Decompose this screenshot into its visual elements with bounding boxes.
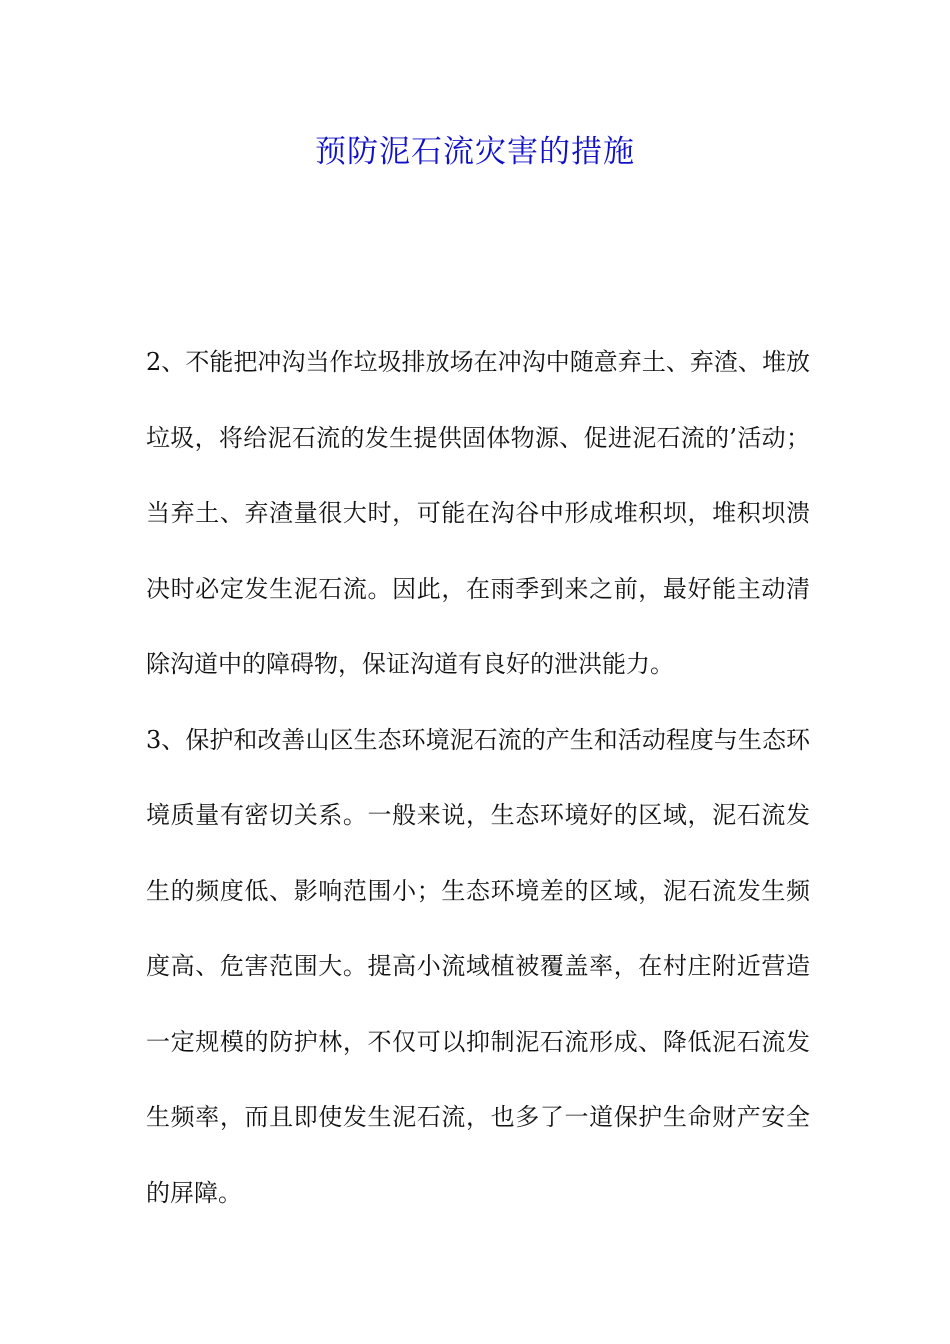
paragraph-3-line-3: 生的频度低、影响范围小；生态环境差的区域，泥石流发生频 (146, 876, 810, 905)
paragraph-2-line-4: 决时必定发生泥石流。因此，在雨季到来之前，最好能主动清 (146, 574, 810, 603)
paragraph-3-line-6: 生频率，而且即使发生泥石流，也多了一道保护生命财产安全 (146, 1103, 810, 1131)
paragraph-3-line-1: 3、保护和改善山区生态环境泥石流的产生和活动程度与生态环 (146, 725, 810, 754)
document-body (146, 340, 810, 1246)
paragraph-3-line-7: 的屏障。 (146, 1178, 242, 1207)
paragraph-3-line-5: 一定规模的防护林，不仅可以抑制泥石流形成、降低泥石流发 (146, 1027, 810, 1056)
paragraph-2-line-3: 当弃土、弃渣量很大时，可能在沟谷中形成堆积坝，堆积坝溃 (146, 499, 810, 527)
paragraph-2-line-2: 垃圾，将给泥石流的发生提供固体物源、促进泥石流的’活动； (146, 423, 810, 452)
paragraph-2-line-5: 除沟道中的障碍物，保证沟道有良好的泄洪能力。 (146, 650, 674, 678)
paragraph-3-line-2: 境质量有密切关系。一般来说，生态环境好的区域，泥石流发 (146, 801, 810, 829)
paragraph-3-line-4: 度高、危害范围大。提高小流域植被覆盖率，在村庄附近营造 (146, 952, 810, 980)
paragraph-2-line-1: 2、不能把冲沟当作垃圾排放场在冲沟中随意弃土、弃渣、堆放 (146, 348, 810, 376)
document-title: 预防泥石流灾害的措施 (315, 134, 635, 170)
